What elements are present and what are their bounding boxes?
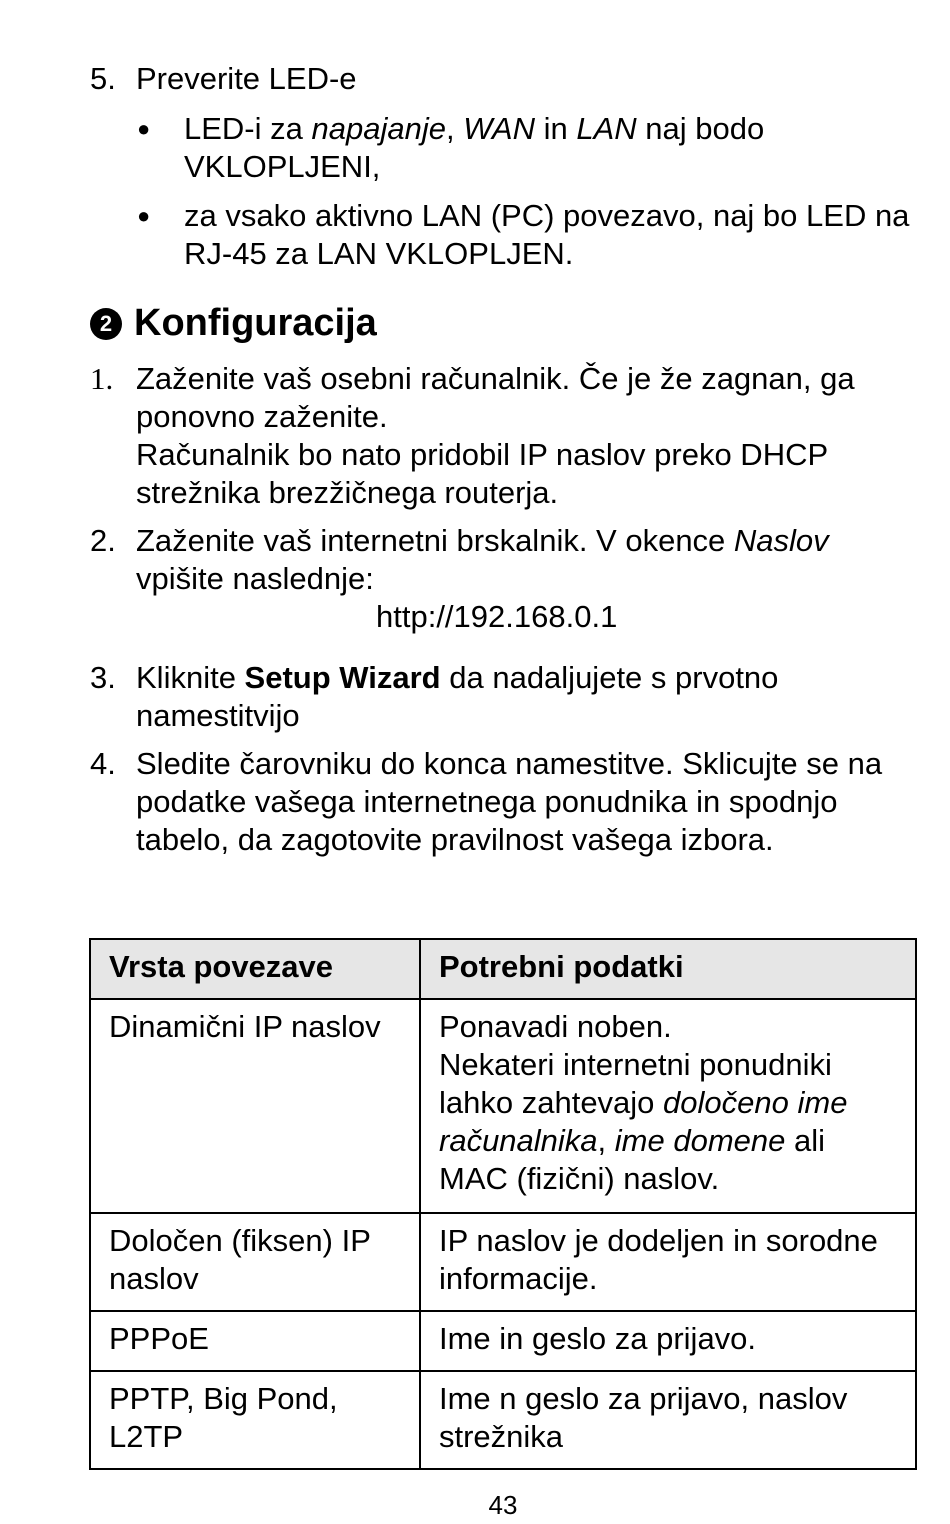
required-data-cell bbox=[420, 1371, 916, 1469]
required-data-cell bbox=[420, 1311, 916, 1371]
text-segment: , bbox=[597, 1123, 615, 1158]
text-segment: naj bodo VKLOPLJENI, bbox=[184, 111, 765, 184]
field-name: Naslov bbox=[733, 523, 829, 558]
text-segment: Ime n geslo za prijavo, naslov strežnika bbox=[439, 1381, 848, 1454]
emphasis-text: določeno ime računalnika bbox=[439, 1085, 848, 1158]
step-text bbox=[136, 360, 920, 512]
text-segment: IP naslov je dodeljen in sorodne informacije. bbox=[439, 1223, 878, 1296]
bullet-text bbox=[184, 110, 927, 186]
table-row bbox=[90, 1371, 916, 1469]
required-data-cell bbox=[420, 1213, 916, 1311]
section-heading bbox=[90, 300, 377, 346]
step-text bbox=[136, 522, 920, 598]
text-segment: Nekateri internetni ponudniki lahko zahtevajo bbox=[439, 1047, 832, 1120]
bullet-dot-icon: ● bbox=[137, 116, 151, 141]
text-segment: in bbox=[534, 111, 577, 146]
text-segment: , bbox=[445, 111, 464, 146]
connection-type-cell: PPPoE bbox=[90, 1311, 420, 1371]
step-line: Zaženite vaš osebni računalnik. Če je že zagnan, ga ponovno zaženite. bbox=[136, 361, 855, 434]
text-segment: Ponavadi noben. bbox=[439, 1009, 672, 1044]
emphasis-text: LAN bbox=[576, 111, 637, 146]
emphasis-text: WAN bbox=[463, 111, 535, 146]
text-segment: za vsako aktivno LAN (PC) povezavo, naj bo LED na RJ-45 za LAN VKLOPLJEN. bbox=[184, 198, 910, 271]
step-text-part: vpišite naslednje: bbox=[136, 561, 374, 596]
section-title: Konfiguracija bbox=[134, 302, 377, 344]
table-row bbox=[90, 999, 916, 1213]
page-number: 43 bbox=[488, 1490, 518, 1520]
step-text-part: da nadaljujete s prvotno namestitvijo bbox=[136, 660, 779, 733]
text-segment: ali MAC (fizični) naslov. bbox=[439, 1123, 826, 1196]
required-data-cell bbox=[420, 999, 916, 1213]
step-text: Sledite čarovniku do konca namestitve. Sklicujte se na podatke vašega internetnega ponudnika in spodnjo tabelo, da zagotovite pravilnost vašega izbora. bbox=[136, 746, 883, 857]
step-number: 5. bbox=[90, 61, 116, 96]
table-row bbox=[90, 1311, 916, 1371]
column-header: Potrebni podatki bbox=[420, 939, 916, 999]
router-url: http://192.168.0.1 bbox=[376, 599, 618, 634]
step-text-part: Kliknite bbox=[136, 660, 245, 695]
bullet-dot-icon: ● bbox=[137, 203, 151, 228]
number-badge-icon: 2 bbox=[90, 308, 122, 340]
step-text bbox=[136, 659, 920, 735]
table-header-row bbox=[90, 939, 916, 999]
step-number: 1. bbox=[90, 361, 114, 396]
step-text-part: Zaženite vaš internetni brskalnik. V okence bbox=[136, 523, 734, 558]
step-number: 2. bbox=[90, 523, 116, 558]
step-text: Preverite LED-e bbox=[136, 61, 357, 96]
bullet-text bbox=[184, 197, 927, 273]
step-number: 3. bbox=[90, 660, 116, 695]
emphasis-text: ime domene bbox=[614, 1123, 786, 1158]
step-line: Računalnik bo nato pridobil IP naslov preko DHCP strežnika brezžičnega routerja. bbox=[136, 437, 828, 510]
connection-type-table bbox=[89, 938, 917, 1470]
connection-type-cell: Določen (fiksen) IP naslov bbox=[90, 1213, 420, 1311]
connection-type-cell: PPTP, Big Pond, L2TP bbox=[90, 1371, 420, 1469]
text-segment: Ime in geslo za prijavo. bbox=[439, 1321, 757, 1356]
step-number: 4. bbox=[90, 746, 116, 781]
column-header: Vrsta povezave bbox=[90, 939, 420, 999]
setup-wizard-label: Setup Wizard bbox=[244, 660, 441, 695]
emphasis-text: napajanje bbox=[311, 111, 446, 146]
table-row bbox=[90, 1213, 916, 1311]
text-segment: LED-i za bbox=[184, 111, 312, 146]
connection-type-cell: Dinamični IP naslov bbox=[90, 999, 420, 1213]
